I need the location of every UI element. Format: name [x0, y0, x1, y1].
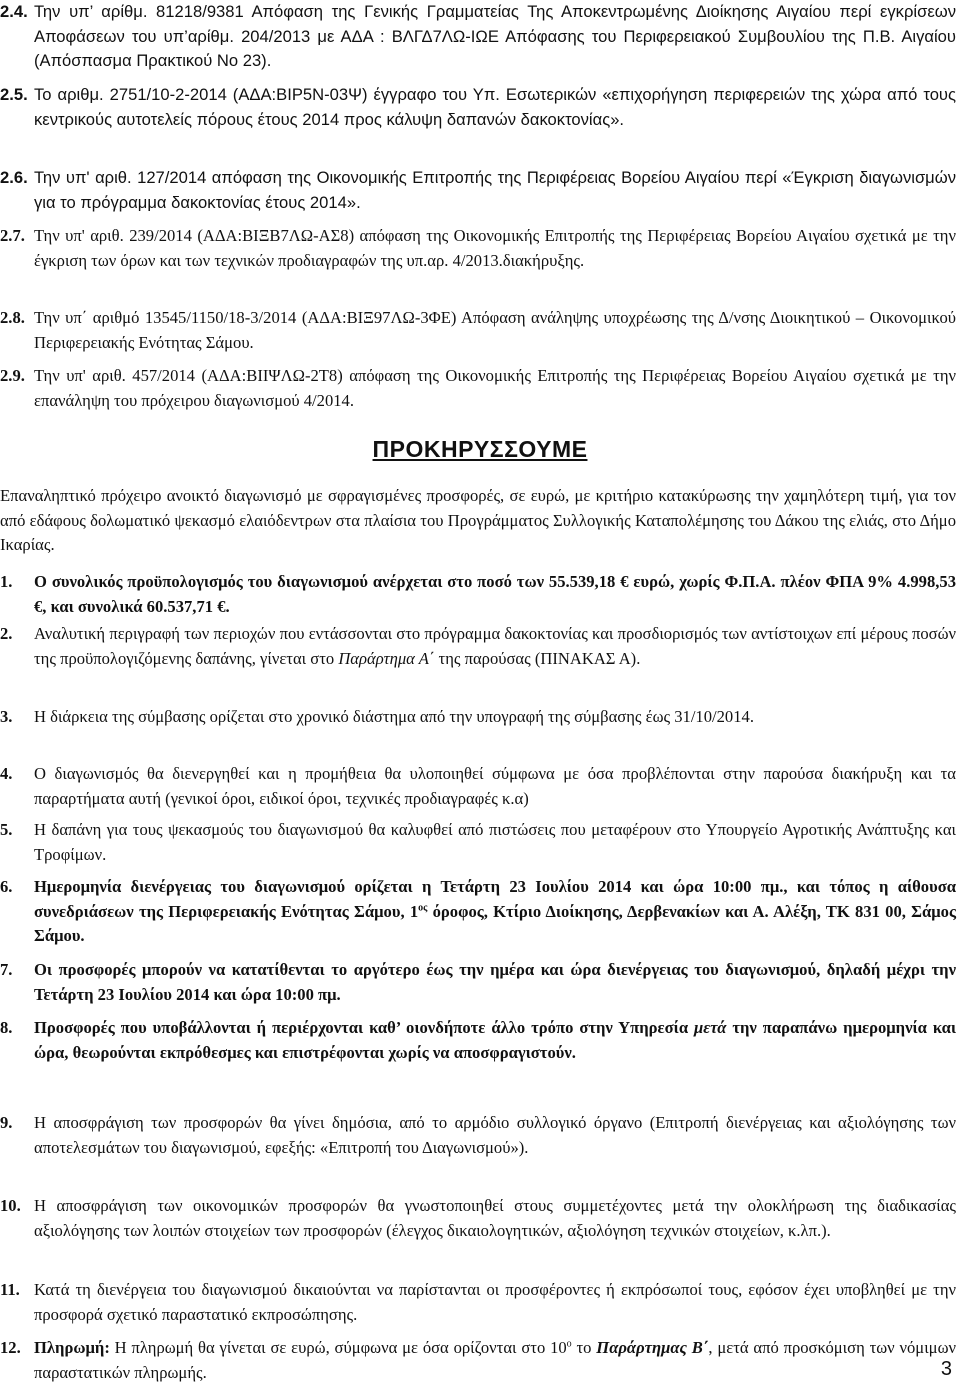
emphasis-after: μετά	[694, 1018, 727, 1037]
point-2	[0, 622, 956, 671]
point-text: Ο διαγωνισμός θα διενεργηθεί και η προμήθεια θα υλοποιηθεί σύμφωνα με όσα προβλέπονται στην παρούσα διακήρυξη και τα παραρτήματα αυτή (γενικοί όροι, ειδικοί όροι, τεχνικές προδιαγραφές κ.α)	[34, 764, 956, 808]
item-text: Το αριθμ. 2751/10-2-2014 (ΑΔΑ:ΒΙΡ5Ν-03Ψ) έγγραφο του Υπ. Εσωτερικών «επιχορήγηση περιφερειών της χώρα από τους κεντρικούς αυτοτελείς πόρους έτους 2014 προς κάλυψη δαπανών δακοκτονίας».	[34, 85, 956, 129]
point-6	[0, 875, 956, 949]
point-12	[0, 1336, 956, 1385]
intro-paragraph: Επαναληπτικό πρόχειρο ανοικτό διαγωνισμό με σφραγισμένες προσφορές, σε ευρώ, με κριτήριο κατακύρωσης την χαμηλότερη τιμή, για τον από εδάφους δολωματικό ψεκασμό ελαιόδεντρων στα πλαίσια του Προγράμματος Συλλογικής Καταπολέμησης του Δάκου της ελιάς, στο Δήμο Ικαρίας.	[0, 486, 956, 554]
point-number: 6.	[0, 877, 13, 896]
point-text: Η διάρκεια της σύμβασης ορίζεται στο χρονικό διάστημα από την υπογραφή της σύμβασης έως 31/10/2014.	[34, 707, 754, 726]
point-text: Η πληρωμή θα γίνεται σε ευρώ, σύμφωνα με όσα ορίζονται στο 10	[109, 1338, 567, 1357]
item-text: Την υπ’ αρίθμ. 81218/9381 Απόφαση της Γενικής Γραμματείας Της Αποκεντρωμένης Διοίκησης Αιγαίου περί εγκρίσεων Αποφάσεων του υπ’αρίθμ. 204/2013 με ΑΔΑ : ΒΛΓΔ7ΛΩ-ΙΩΕ Απόφασης του Περιφερειακού Συμβουλίου της Π.Β. Αιγαίου (Απόσπασμα Πρακτικού Νο 23).	[34, 2, 956, 70]
point-number: 10.	[0, 1196, 21, 1215]
point-text: Ο συνολικός προϋπολογισμός του διαγωνισμού ανέρχεται στο ποσό των 55.539,18 € ευρώ, χωρίς Φ.Π.Α. πλέον ΦΠΑ 9% 4.998,53 €, και συνολικά 60.537,71 €.	[34, 572, 956, 616]
item-number: 2.7.	[0, 226, 25, 245]
point-text: Ημερομηνία διενέργειας του διαγωνισμού ορίζεται η Τετάρτη 23 Ιουλίου 2014 και ώρα 10:00 πμ., και τόπος η αίθουσα συνεδριάσεων της Περιφερειακής Ενότητας Σάμου, 1	[34, 877, 956, 921]
point-text: Κατά τη διενέργεια του διαγωνισμού δικαιούνται να παρίστανται οι προσφέροντες ή εκπρόσωποί τους, εφόσον έχει υποβληθεί με την προσφορά σχετικό παραστατικό εκπροσώπησης.	[34, 1280, 956, 1324]
point-text: Η αποσφράγιση των οικονομικών προσφορών θα γνωστοποιηθεί στους συμμετέχοντες μετά την ολοκλήρωση της διαδικασίας αξιολόγησης των λοιπών στοιχείων των προσφορών (έλεγχος δικαιολογητικών, αξιολόγηση τεχνικών στοιχείων, κ.λπ.).	[34, 1196, 956, 1240]
point-number: 2.	[0, 624, 13, 643]
point-text: Η δαπάνη για τους ψεκασμούς του διαγωνισμού θα καλυφθεί από πιστώσεις που μεταφέρουν στο Υπουργείο Αγροτικής Ανάπτυξης και Τροφίμων.	[34, 820, 956, 864]
point-7	[0, 958, 956, 1007]
item-2-6	[0, 166, 956, 215]
point-number: 5.	[0, 820, 13, 839]
item-2-8	[0, 306, 956, 355]
item-2-5	[0, 83, 956, 132]
point-text-tail: την παραπάνω ημερομηνία και ώρα, θεωρούνται εκπρόθεσμες και επιστρέφονται χωρίς να αποσφραγιστούν.	[34, 1018, 957, 1062]
point-number: 9.	[0, 1113, 13, 1132]
point-text: Η αποσφράγιση των προσφορών θα γίνει δημόσια, από το αρμόδιο συλλογικό όργανο (Επιτροπή διενέργειας και αξιολόγησης των αποτελεσμάτων του διαγωνισμού, εφεξής: «Επιτροπή του Διαγωνισμού»).	[34, 1113, 956, 1157]
item-text: Την υπ΄ αριθμό 13545/1150/18-3/2014 (ΑΔΑ:ΒΙΞ97ΛΩ-3ΦΕ) Απόφαση ανάληψης υποχρέωσης της Δ/νσης Διοικητικού – Οικονομικού Περιφερειακής Ενότητας Σάμου.	[34, 308, 956, 352]
point-text: Προσφορές που υποβάλλονται ή περιέρχονται καθ’ οιονδήποτε άλλο τρόπο στην Υπηρεσία	[34, 1018, 695, 1037]
point-number: 11.	[0, 1280, 20, 1299]
point-4	[0, 762, 956, 811]
point-text-mid: το	[571, 1338, 597, 1357]
ordinal-superscript: ο	[566, 1338, 572, 1350]
point-5	[0, 818, 956, 867]
point-number: 4.	[0, 764, 13, 783]
point-text-tail: όροφος, Κτίριο Διοίκησης, Δερβενακίων και Α. Αλέξη, ΤΚ 831 00, Σάμος Σάμου.	[34, 901, 956, 945]
point-number: 12.	[0, 1338, 21, 1357]
point-number: 3.	[0, 707, 13, 726]
point-9	[0, 1111, 956, 1160]
point-3	[0, 705, 956, 730]
appendix-b-reference: Παράρτημας Β΄	[596, 1338, 709, 1357]
item-2-7	[0, 224, 956, 273]
document-heading: ΠΡΟΚΗΡΥΣΣΟΥΜΕ	[372, 436, 588, 462]
item-2-9	[0, 364, 956, 413]
page-number: 3	[940, 1358, 952, 1380]
item-number: 2.4.	[0, 2, 28, 21]
point-text: Οι προσφορές μπορούν να κατατίθενται το αργότερο έως την ημέρα και ώρα διενέργειας του διαγωνισμού, δηλαδή μέχρι την Τετάρτη 23 Ιουλίου 2014 και ώρα 10:00 πμ.	[34, 960, 956, 1004]
item-number: 2.9.	[0, 366, 25, 385]
point-11	[0, 1278, 956, 1327]
point-text-tail: της παρούσας (ΠΙΝΑΚΑΣ Α).	[434, 648, 641, 668]
point-1	[0, 570, 956, 619]
point-text-tail: , μετά από προσκόμιση των νόμιμων παραστατικών πληρωμής.	[34, 1338, 956, 1382]
item-text: Την υπ' αριθ. 239/2014 (ΑΔΑ:ΒΙΞΒ7ΛΩ-ΑΣ8) απόφαση της Οικονομικής Επιτροπής της Περιφέρειας Βορείου Αιγαίου σχετικά με την έγκριση των όρων και των τεχνικών προδιαγραφών της υπ.αρ. 4/2013.διακήρυξης.	[34, 226, 956, 270]
point-number: 7.	[0, 960, 13, 979]
point-number: 8.	[0, 1018, 13, 1037]
item-number: 2.8.	[0, 308, 25, 327]
item-text: Την υπ' αριθ. 457/2014 (ΑΔΑ:ΒΙΙΨΛΩ-2Τ8) απόφαση της Οικονομικής Επιτροπής της Περιφέρειας Βορείου Αιγαίου σχετικά με την επανάληψη του πρόχειρου διαγωνισμού 4/2014.	[34, 366, 956, 410]
item-text: Την υπ' αριθ. 127/2014 απόφαση της Οικονομικής Επιτροπής της Περιφέρειας Βορείου Αιγαίου περί «Έγκριση διαγωνισμών για το πρόγραμμα δακοκτονίας έτους 2014».	[34, 168, 956, 212]
ordinal-superscript: ος	[418, 901, 428, 913]
payment-label: Πληρωμή:	[34, 1338, 110, 1357]
item-2-4	[0, 0, 956, 74]
appendix-a-reference: Παράρτημα Α΄	[338, 648, 435, 668]
point-8	[0, 1016, 956, 1065]
item-number: 2.6.	[0, 168, 28, 187]
point-text: Αναλυτική περιγραφή των περιοχών που εντάσσονται στο πρόγραμμα δακοκτονίας και προσδιορισμός των αντίστοιχων επί μέρους ποσών της προϋπολογιζόμενης δαπάνης, γίνεται στο	[34, 624, 956, 668]
item-number: 2.5.	[0, 85, 28, 104]
point-number: 1.	[0, 572, 13, 591]
point-10	[0, 1194, 956, 1243]
